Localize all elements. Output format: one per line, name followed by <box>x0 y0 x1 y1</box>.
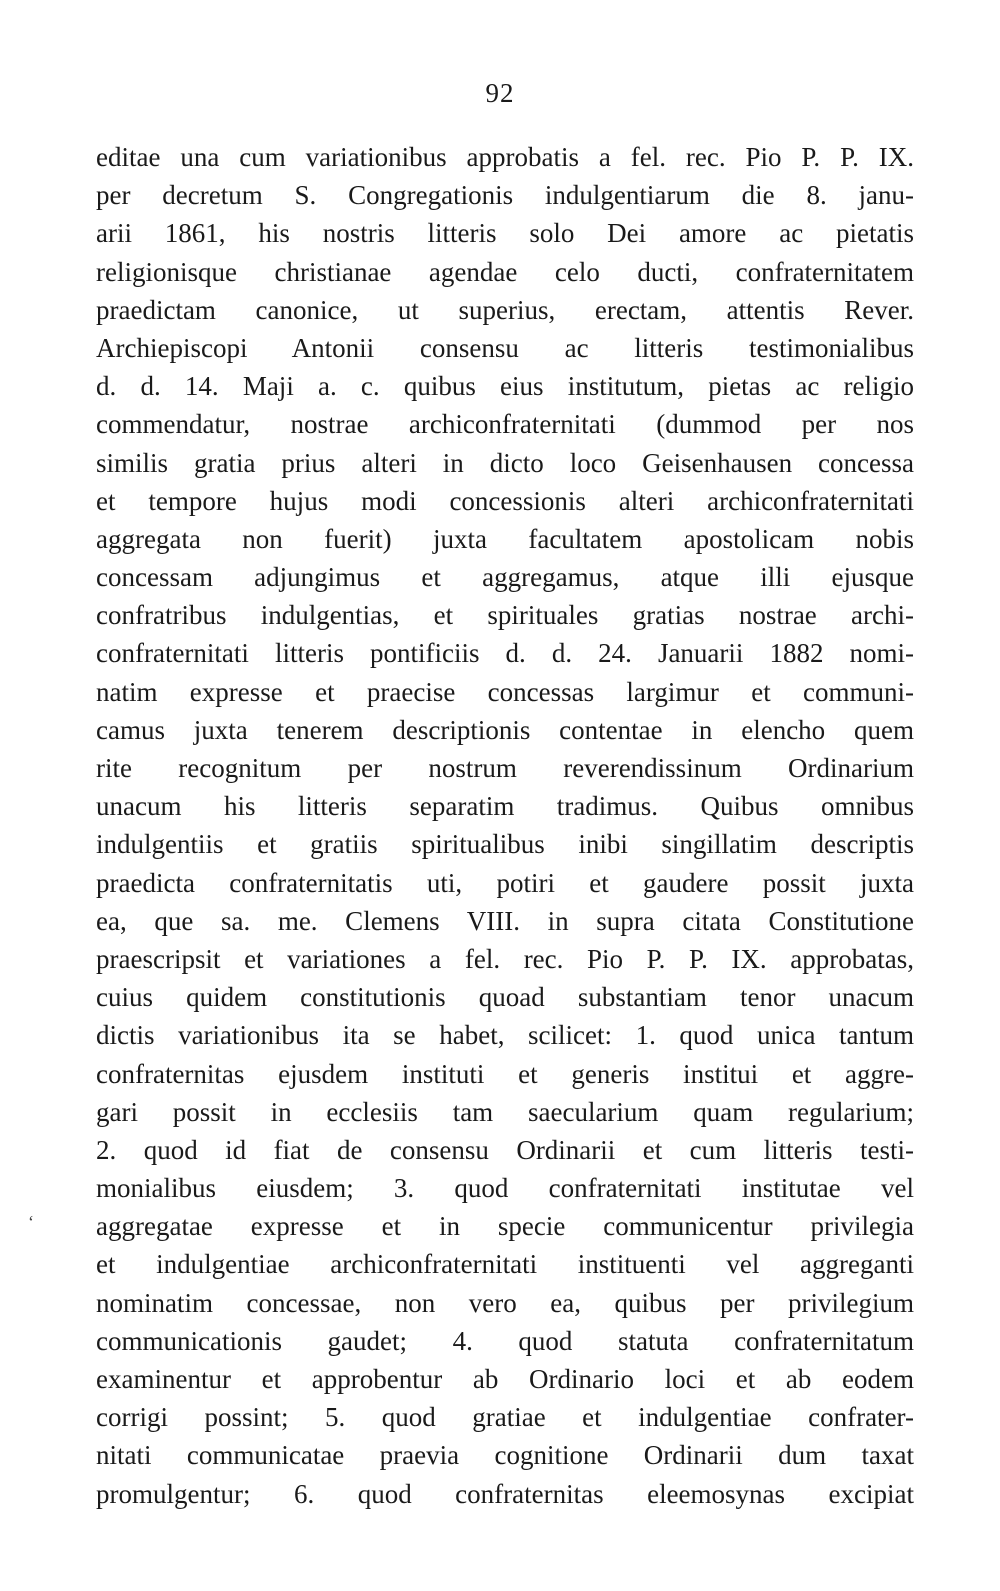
text-line: cuius quidem constitutionis quoad substantiam tenor unacum <box>96 982 914 1013</box>
text-line: praedictam canonice, ut superius, erectam, attentis Rever. <box>96 294 914 325</box>
text-line: dictis variationibus ita se habet, scilicet: 1. quod unica tantum <box>96 1020 914 1051</box>
text-line: promulgentur; 6. quod confraternitas eleemosynas excipiat <box>96 1478 914 1509</box>
text-line: examinentur et approbentur ab Ordinario loci et ab eodem <box>96 1364 914 1394</box>
text-line: natim expresse et praecise concessas largimur et communi- <box>96 676 914 707</box>
text-line: aggregatae expresse et in specie communicentur privilegia <box>96 1211 914 1242</box>
text-line: Archiepiscopi Antonii consensu ac litteris testimonialibus <box>96 332 914 363</box>
text-line: corrigi possint; 5. quod gratiae et indulgentiae confrater- <box>96 1402 914 1433</box>
text-line: nominatim concessae, non vero ea, quibus per privilegium <box>96 1287 914 1318</box>
text-line: et tempore hujus modi concessionis alteri archiconfraternitati <box>96 485 914 516</box>
text-line: et indulgentiae archiconfraternitati instituenti vel aggreganti <box>96 1249 914 1280</box>
text-line: indulgentiis et gratiis spiritualibus inibi singillatim descriptis <box>96 829 914 860</box>
text-line: confraternitas ejusdem instituti et generis institui et aggre- <box>96 1058 914 1089</box>
body-text <box>96 138 914 1513</box>
text-line: unacum his litteris separatim tradimus. Quibus omnibus <box>96 791 914 822</box>
text-line: praedicta confraternitatis uti, potiri et gaudere possit juxta <box>96 867 914 898</box>
text-line: camus juxta tenerem descriptionis contentae in elencho quem <box>96 714 914 745</box>
text-line: similis gratia prius alteri in dicto loco Geisenhausen concessa <box>96 447 914 478</box>
text-line: 2. quod id fiat de consensu Ordinarii et cum litteris testi- <box>96 1134 914 1165</box>
text-line: commendatur, nostrae archiconfraternitati (dummod per nos <box>96 409 914 440</box>
text-line: nitati communicatae praevia cognitione Ordinarii dum taxat <box>96 1440 914 1471</box>
text-line: religionisque christianae agendae celo ducti, confraternitatem <box>96 256 914 287</box>
text-line: rite recognitum per nostrum reverendissinum Ordinarium <box>96 753 914 783</box>
scan-speck: ‘ <box>28 1212 34 1232</box>
text-line: praescripsit et variationes a fel. rec. Pio P. P. IX. approbatas, <box>96 943 914 974</box>
text-line: arii 1861, his nostris litteris solo Dei amore ac pietatis <box>96 218 914 249</box>
text-line: d. d. 14. Maji a. c. quibus eius institutum, pietas ac religio <box>96 371 914 402</box>
text-line: confratribus indulgentias, et spirituales gratias nostrae archi- <box>96 600 914 631</box>
text-line: gari possit in ecclesiis tam saecularium quam regularium; <box>96 1096 914 1127</box>
text-line: ea, que sa. me. Clemens VIII. in supra citata Constitutione <box>96 905 914 936</box>
text-line: per decretum S. Congregationis indulgentiarum die 8. janu- <box>96 180 914 211</box>
text-line: confraternitati litteris pontificiis d. d. 24. Januarii 1882 nomi- <box>96 638 914 669</box>
text-line: aggregata non fuerit) juxta facultatem apostolicam nobis <box>96 523 914 554</box>
text-line: editae una cum variationibus approbatis a fel. rec. Pio P. P. IX. <box>96 142 914 172</box>
text-line: communicationis gaudet; 4. quod statuta confraternitatum <box>96 1325 914 1356</box>
text-line: concessam adjungimus et aggregamus, atque illi ejusque <box>96 562 914 593</box>
text-line: monialibus eiusdem; 3. quod confraternitati institutae vel <box>96 1173 914 1204</box>
page-number: 92 <box>485 78 515 108</box>
